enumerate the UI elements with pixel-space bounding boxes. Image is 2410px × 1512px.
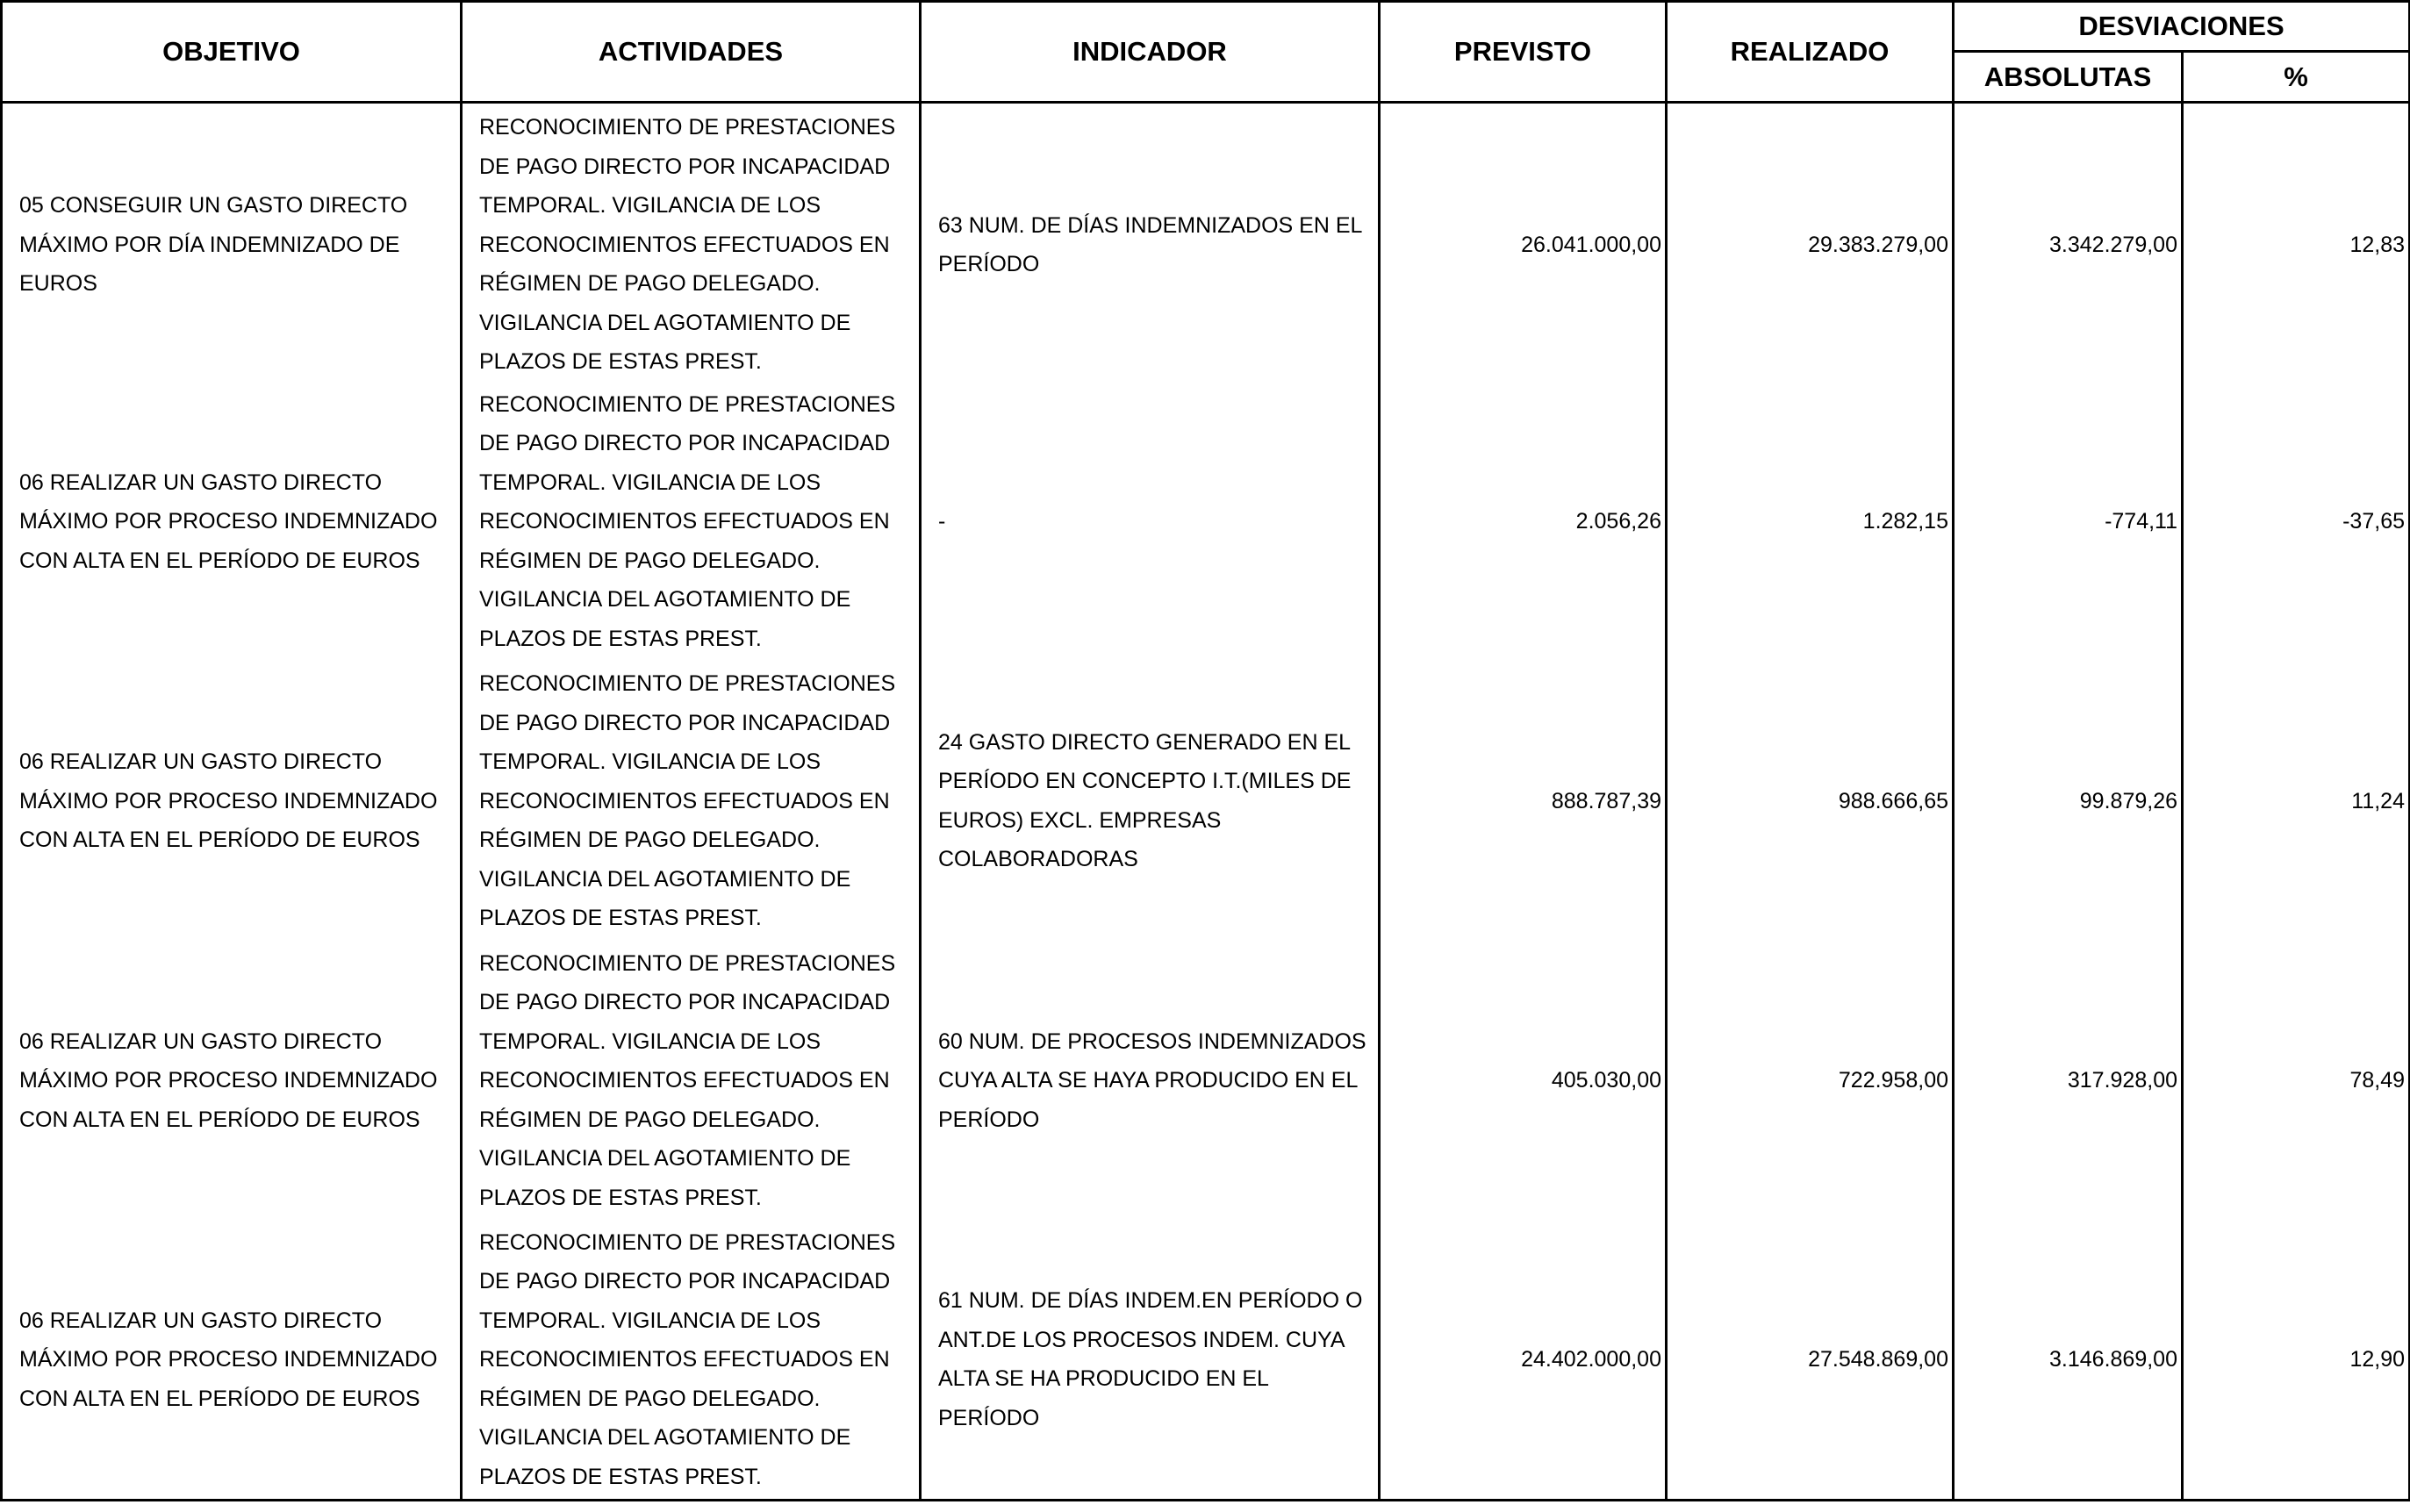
header-porcentaje: %: [2183, 52, 2410, 103]
cell-absolutas: 3.342.279,00: [1954, 103, 2183, 383]
cell-objetivo: 05 CONSEGUIR UN GASTO DIRECTO MÁXIMO POR DÍA INDEMNIZADO DE EUROS: [2, 103, 462, 383]
header-realizado: REALIZADO: [1667, 2, 1954, 103]
cell-absolutas: 317.928,00: [1954, 941, 2183, 1221]
cell-indicador: 63 NUM. DE DÍAS INDEMNIZADOS EN EL PERÍODO: [921, 103, 1380, 383]
cell-porcentaje: -37,65: [2183, 382, 2410, 662]
cell-absolutas: 99.879,26: [1954, 662, 2183, 942]
table-row: [2, 1221, 2410, 1501]
cell-indicador: 60 NUM. DE PROCESOS INDEMNIZADOS CUYA ALTA SE HAYA PRODUCIDO EN EL PERÍODO: [921, 941, 1380, 1221]
cell-previsto: 888.787,39: [1380, 662, 1667, 942]
table-row: [2, 382, 2410, 662]
table-row: [2, 103, 2410, 383]
header-previsto: PREVISTO: [1380, 2, 1667, 103]
cell-actividades: RECONOCIMIENTO DE PRESTACIONES DE PAGO DIRECTO POR INCAPACIDAD TEMPORAL. VIGILANCIA DE LOS RECONOCIMIENTOS EFECTUADOS EN RÉGIMEN DE PAGO DELEGADO. VIGILANCIA DEL AGOTAMIENTO DE PLAZOS DE ESTAS PREST.: [462, 103, 921, 383]
cell-objetivo: 06 REALIZAR UN GASTO DIRECTO MÁXIMO POR PROCESO INDEMNIZADO CON ALTA EN EL PERÍODO DE EUROS: [2, 382, 462, 662]
cell-indicador: -: [921, 382, 1380, 662]
cell-indicador: 24 GASTO DIRECTO GENERADO EN EL PERÍODO EN CONCEPTO I.T.(MILES DE EUROS) EXCL. EMPRESAS COLABORADORAS: [921, 662, 1380, 942]
header-indicador: INDICADOR: [921, 2, 1380, 103]
cell-absolutas: -774,11: [1954, 382, 2183, 662]
cell-actividades: RECONOCIMIENTO DE PRESTACIONES DE PAGO DIRECTO POR INCAPACIDAD TEMPORAL. VIGILANCIA DE LOS RECONOCIMIENTOS EFECTUADOS EN RÉGIMEN DE PAGO DELEGADO. VIGILANCIA DEL AGOTAMIENTO DE PLAZOS DE ESTAS PREST.: [462, 662, 921, 942]
cell-realizado: 27.548.869,00: [1667, 1221, 1954, 1501]
cell-previsto: 26.041.000,00: [1380, 103, 1667, 383]
table-row: [2, 941, 2410, 1221]
cell-objetivo: 06 REALIZAR UN GASTO DIRECTO MÁXIMO POR PROCESO INDEMNIZADO CON ALTA EN EL PERÍODO DE EUROS: [2, 1221, 462, 1501]
table-header: [2, 2, 2410, 103]
header-actividades: ACTIVIDADES: [462, 2, 921, 103]
cell-previsto: 405.030,00: [1380, 941, 1667, 1221]
cell-actividades: RECONOCIMIENTO DE PRESTACIONES DE PAGO DIRECTO POR INCAPACIDAD TEMPORAL. VIGILANCIA DE LOS RECONOCIMIENTOS EFECTUADOS EN RÉGIMEN DE PAGO DELEGADO. VIGILANCIA DEL AGOTAMIENTO DE PLAZOS DE ESTAS PREST.: [462, 382, 921, 662]
header-desviaciones: DESVIACIONES: [1954, 2, 2410, 52]
table-row: [2, 662, 2410, 942]
cell-actividades: RECONOCIMIENTO DE PRESTACIONES DE PAGO DIRECTO POR INCAPACIDAD TEMPORAL. VIGILANCIA DE LOS RECONOCIMIENTOS EFECTUADOS EN RÉGIMEN DE PAGO DELEGADO. VIGILANCIA DEL AGOTAMIENTO DE PLAZOS DE ESTAS PREST.: [462, 941, 921, 1221]
header-objetivo: OBJETIVO: [2, 2, 462, 103]
table-body: [2, 103, 2410, 1501]
cell-realizado: 722.958,00: [1667, 941, 1954, 1221]
cell-porcentaje: 78,49: [2183, 941, 2410, 1221]
cell-porcentaje: 12,83: [2183, 103, 2410, 383]
header-row-top: [2, 2, 2410, 52]
cell-absolutas: 3.146.869,00: [1954, 1221, 2183, 1501]
cell-objetivo: 06 REALIZAR UN GASTO DIRECTO MÁXIMO POR PROCESO INDEMNIZADO CON ALTA EN EL PERÍODO DE EUROS: [2, 662, 462, 942]
cell-porcentaje: 11,24: [2183, 662, 2410, 942]
cell-realizado: 29.383.279,00: [1667, 103, 1954, 383]
cell-previsto: 2.056,26: [1380, 382, 1667, 662]
cell-realizado: 988.666,65: [1667, 662, 1954, 942]
cell-previsto: 24.402.000,00: [1380, 1221, 1667, 1501]
cell-porcentaje: 12,90: [2183, 1221, 2410, 1501]
cell-realizado: 1.282,15: [1667, 382, 1954, 662]
cell-objetivo: 06 REALIZAR UN GASTO DIRECTO MÁXIMO POR PROCESO INDEMNIZADO CON ALTA EN EL PERÍODO DE EUROS: [2, 941, 462, 1221]
cell-actividades: RECONOCIMIENTO DE PRESTACIONES DE PAGO DIRECTO POR INCAPACIDAD TEMPORAL. VIGILANCIA DE LOS RECONOCIMIENTOS EFECTUADOS EN RÉGIMEN DE PAGO DELEGADO. VIGILANCIA DEL AGOTAMIENTO DE PLAZOS DE ESTAS PREST.: [462, 1221, 921, 1501]
header-absolutas: ABSOLUTAS: [1954, 52, 2183, 103]
cell-indicador: 61 NUM. DE DÍAS INDEM.EN PERÍODO O ANT.DE LOS PROCESOS INDEM. CUYA ALTA SE HA PRODUCIDO EN EL PERÍODO: [921, 1221, 1380, 1501]
